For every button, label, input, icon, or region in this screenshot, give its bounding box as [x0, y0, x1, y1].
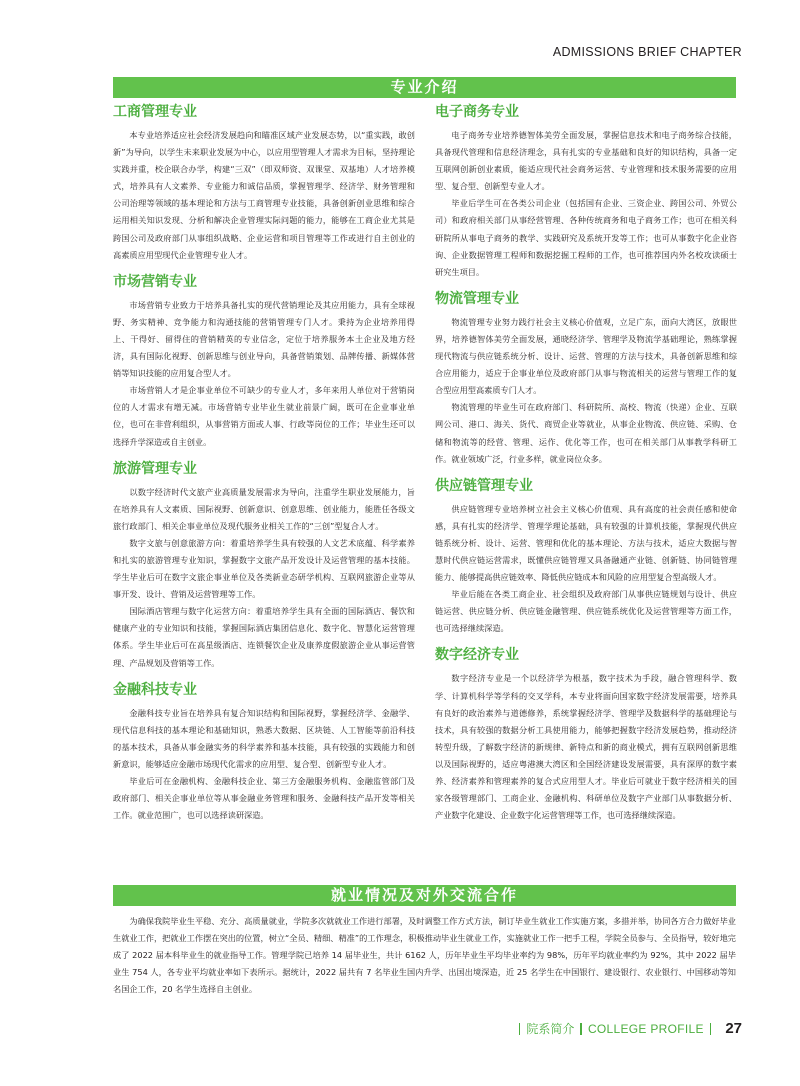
footer-section-en: COLLEGE PROFILE	[587, 1021, 704, 1036]
section-title-marketing: 市场营销专业	[113, 273, 197, 290]
section-paragraph: 供应链管理专业培养树立社会主义核心价值观、具有高度的社会责任感和使命感，具有扎实的经济学、管理学理论基础，具有较强的计算机技能，掌握现代供应链系统分析、设计、运营、管理和优化的基本理论、方法与技术，适应大数据与智慧时代供应链运营需求，既懂供应链管理又具备融通产业链、创新链、协同链管理能力、能够提高供应链效率、降低供应链成本和风险的应用型复合型高级人才。	[435, 503, 737, 583]
employment-banner: 就业情况及对外交流合作	[113, 885, 736, 906]
section-paragraph: 毕业后能在各类工商企业、社会组织及政府部门从事供应链规划与设计、供应链运营、供应链分析、供应链金融管理、供应链系统优化及运营管理等方面工作，也可选择继续深造。	[435, 589, 737, 634]
right-column	[435, 103, 737, 824]
majors-banner: 专业介绍	[113, 77, 736, 98]
section-paragraph: 市场营销专业致力于培养具备扎实的现代营销理论及其应用能力，具有全球视野、务实精神、竞争能力和沟通技能的营销管理专门人才。秉持为企业培养用得上、干得好、留得住的营销精英的专业信念，定位于培养服务本土企业及地方经济，具有国际化视野、创新思维与创业导向，具备营销策划、品牌传播、新媒体营销等知识技能的应用复合型人才。	[113, 299, 415, 379]
footer-divider	[519, 1023, 521, 1035]
section-paragraph: 国际酒店管理与数字化运营方向：着重培养学生具有全面的国际酒店、餐饮和健康产业的专业知识和技能，掌握国际酒店集团信息化、数字化、智慧化运营管理体系。学生毕业后可在高星级酒店、连锁餐饮企业及康养度假旅游企业从事运营管理、产品规划及营销等工作。	[113, 606, 415, 668]
section-paragraph: 以数字经济时代文旅产业高质量发展需求为导向，注重学生职业发展能力，旨在培养具有人文素质、国际视野、创新意识、创意思维、创业能力，能胜任各级文旅行政部门、相关企事业单位及现代服务业相关工作的“三创”型复合人才。	[113, 486, 415, 531]
section-title-ecommerce: 电子商务专业	[435, 104, 519, 120]
page-footer	[513, 1020, 742, 1037]
section-title-digital-economy: 数字经济专业	[435, 647, 519, 664]
section-title-business-admin: 工商管理专业	[113, 104, 197, 120]
section-paragraph: 本专业培养适应社会经济发展趋向和瞄准区域产业发展态势，以“重实践，敢创新”为导向，以学生未来职业发展为中心，以应用型管理人才需求为目标，坚持理论实践并重，校企联合办学，构建“三双”（即双师资、双课堂、双基地）人才培养模式，培养具有人文素养、专业能力和诚信品质，掌握管理学、经济学、财务管理和公司治理等领域的基本理论和方法与工商管理专业技能，具备创新创业思维和综合运用相关知识发现、分析和解决企业管理实际问题的能力，能够在工商企业尤其是跨国公司及政府部门从事组织战略、企业运营和项目管理等工作或进行自主创业的高素质应用型现代企业管理专业人才。	[113, 130, 415, 260]
left-column	[113, 103, 415, 824]
chapter-title: ADMISSIONS BRIEF CHAPTER	[552, 45, 742, 59]
section-title-supply-chain: 供应链管理专业	[435, 477, 533, 494]
footer-section-cn: 院系简介	[526, 1022, 575, 1036]
section-paragraph: 数字文旅与创意旅游方向：着重培养学生具有较强的人文艺术底蕴、科学素养和扎实的旅游管理专业知识，掌握数字文旅产品开发设计及运营管理的基本技能。学生毕业后可在数字文旅企事业单位及各类新业态研学机构、互联网旅游企业等从事开发、设计、营销及运营管理等工作。	[113, 537, 415, 600]
section-paragraph: 毕业后可在金融机构、金融科技企业、第三方金融服务机构、金融监管部门及政府部门、相关企事业单位等从事金融业务管理和服务、金融科技产品开发等相关工作。就业范围广，也可以选择读研深造。	[113, 776, 415, 821]
section-paragraph: 市场营销人才是企事业单位不可缺少的专业人才，多年来用人单位对于营销岗位的人才需求有增无减。市场营销专业毕业生就业前景广阔，既可在企业事业单位，也可在非营利组织，从事营销方面或人事、行政等岗位的工作；毕业生还可以选择升学深造或自主创业。	[113, 385, 415, 447]
footer-divider	[580, 1023, 582, 1035]
section-paragraph: 金融科技专业旨在培养具有复合知识结构和国际视野，掌握经济学、金融学、现代信息科技的基本理论和基础知识，熟悉大数据、区块链、人工智能等前沿科技的基本技术，具备从事金融实务的科学素养和基本技能，具有较强的实践能力和创新意识，能够适应金融市场现代化需求的应用型、复合型、创新型专业人才。	[113, 707, 415, 769]
section-paragraph: 电子商务专业培养德智体美劳全面发展，掌握信息技术和电子商务综合技能，具备现代管理和信息经济理念，具有扎实的专业基础和良好的知识结构，具备一定互联网创新创业素质，能适应现代社会商务运营、专业管理和技术服务需要的应用型、复合型、创新型专业人才。	[435, 130, 737, 192]
section-paragraph: 物流管理的毕业生可在政府部门、科研院所、高校、物流（快递）企业、互联网公司、港口、海关、货代、商贸企业等就业，从事企业物流、供应链、采购、仓储和物流等的经营、管理、运作、优化等工作，也可在相关部门从事教学科研工作。就业领域广泛，行业多样，就业岗位众多。	[435, 402, 737, 464]
section-title-logistics: 物流管理专业	[435, 290, 519, 307]
section-paragraph: 毕业后学生可在各类公司企业（包括国有企业、三资企业、跨国公司、外贸公司）和政府相关部门从事经营管理、各种传统商务和电子商务工作；也可在相关科研院所从事电子商务的教学、实践研究及系统开发等工作；也可从事数字化企业咨询、企业数据管理工程师和数据挖掘工程师的工作，也可推荐国内外名校攻读硕士研究生项目。	[435, 198, 737, 277]
footer-divider	[710, 1023, 712, 1035]
section-paragraph: 数字经济专业是一个以经济学为根基，数字技术为手段，融合管理科学、数学、计算机科学等学科的交叉学科，本专业将面向国家数字经济发展需要，培养具有良好的政治素养与道德修养，系统掌握经济学、管理学及数据科学的基础理论与技术，具有较强的数据分析工具使用能力，能够把握数字经济发展趋势，推动经济转型升级，了解数字经济的新规律、新特点和新的商业模式，拥有互联网创新思维以及国际视野的，适应粤港澳大湾区和全国经济建设发展需要，具有深厚的数字素养、经济素养和管理素养的复合式应用型人才。毕业后可就业于数字经济相关的国家各级管理部门、工商企业、金融机构、科研单位及数字产业部门从事数据分析、产业数字化建设、企业数字化运营管理等工作，也可选择继续深造。	[435, 673, 737, 821]
section-title-fintech: 金融科技专业	[113, 681, 197, 698]
section-title-tourism: 旅游管理专业	[113, 460, 197, 477]
section-paragraph: 物流管理专业努力践行社会主义核心价值观，立足广东，面向大湾区，放眼世界，培养德智体美劳全面发展，通晓经济学、管理学及物流学基础理论，熟练掌握现代物流与供应链系统分析、设计、运营、管理的方法与技术，具备创新思维和综合应用能力，适应于企事业单位及政府部门从事与物流相关的运营与管理工作的复合型应用型高素质专门人才。	[435, 316, 737, 396]
page-number: 27	[725, 1020, 742, 1037]
employment-paragraph: 为确保我院毕业生平稳、充分、高质量就业，学院多次就就业工作进行部署，及时调整工作方式方法，制订毕业生就业工作实施方案，多措并举，协同各方合力做好毕业生就业工作，把就业工作摆在突出的位置，树立“全员、精细、精准”的工作理念，积极推动毕业生就业工作，实施就业工作一把手工程，学院全员参与、全员指导，较好地完成了 2022 届本科毕业生的就业指导工作。管理学院已培养 14 届毕业生，共计 6162 人，历年毕业生平均毕业率约为 98%，历年平均就业率约为 92%，其中 2022 届毕业生 754 人，各专业平均就业率如下表所示。据统计，2022 届共有 7 名毕业生国内升学、出国出境深造，近 25 名学生在中国银行、建设银行、农业银行、中国移动等知名国企工作，20 名学生选择自主创业。	[113, 916, 736, 995]
